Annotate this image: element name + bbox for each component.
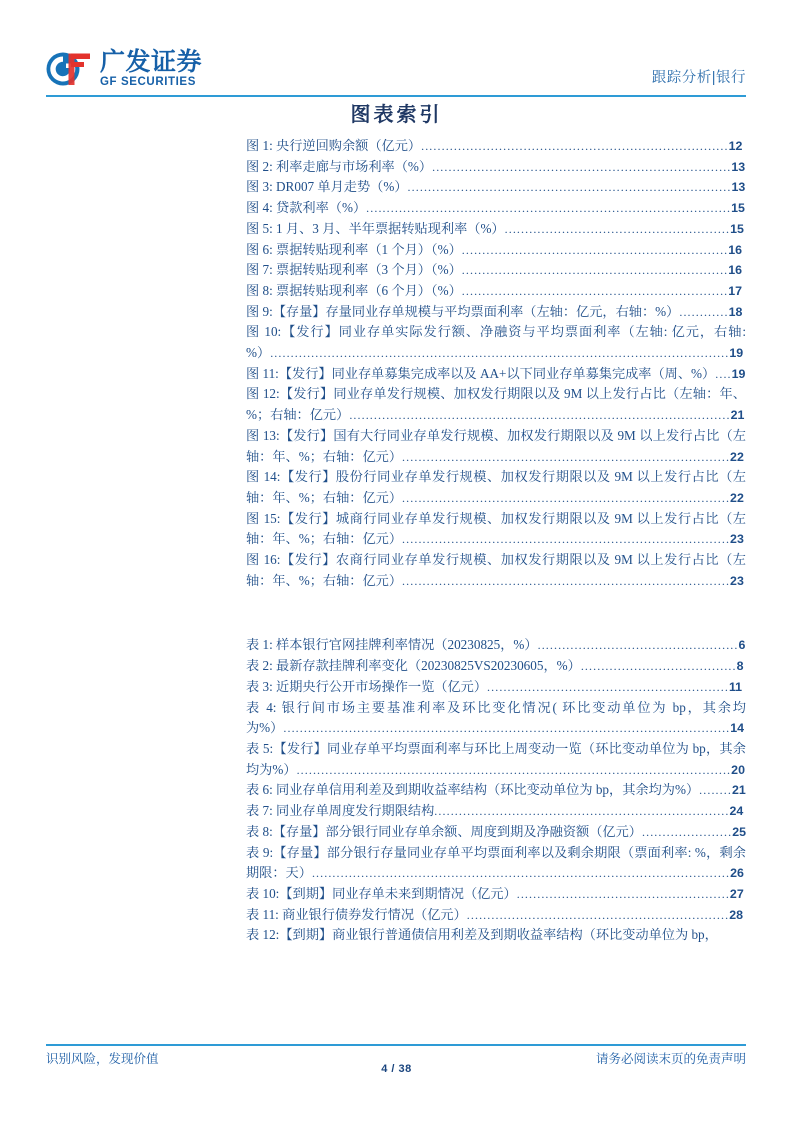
toc-entry[interactable] xyxy=(246,240,746,261)
toc-entry[interactable] xyxy=(246,157,746,178)
toc-entry[interactable] xyxy=(246,843,746,884)
toc-dot-leader: .................................................... xyxy=(516,886,730,901)
toc-dot-leader: .... xyxy=(715,366,732,381)
toc-dot-leader: ................................................................. xyxy=(461,263,729,278)
toc-dot-leader: ......................................................................................... xyxy=(366,201,732,216)
toc-dot-leader: ................................................. xyxy=(537,638,739,653)
toc-entry[interactable] xyxy=(246,509,746,550)
toc-entry[interactable] xyxy=(246,426,746,467)
toc-entry-page: 27 xyxy=(729,886,744,901)
toc-entry[interactable] xyxy=(246,780,746,801)
toc-entry[interactable] xyxy=(246,925,746,946)
toc-entry-page: 18 xyxy=(728,304,743,319)
toc-entry[interactable] xyxy=(246,177,746,198)
toc-entry-page: 24 xyxy=(729,804,744,819)
toc-dot-leader: ............ xyxy=(679,304,729,319)
toc-entry-label: 图 6: 票据转贴现利率（1 个月）（%） xyxy=(246,241,462,257)
toc-entry-page: 16 xyxy=(728,263,743,278)
toc-entry[interactable] xyxy=(246,322,746,363)
toc-entry-label: 图 12:【发行】同业存单发行规模、加权发行期限以及 9M 以上发行占比（左轴：年、%；右轴：亿元） xyxy=(246,386,746,423)
toc-dot-leader: ...................................................................................................... xyxy=(311,866,731,881)
toc-dot-leader: ............................................................................... xyxy=(407,180,732,195)
toc-dot-leader: ....................................................... xyxy=(504,221,731,236)
toc-entry-page: 19 xyxy=(729,346,744,361)
toc-entry[interactable] xyxy=(246,550,746,591)
toc-dot-leader: ........................................................................ xyxy=(434,804,730,819)
toc-entry-page: 8 xyxy=(736,659,744,674)
toc-entry-label: 表 5:【发行】同业存单平均票面利率与环比上周变动一览（环比变动单位为 bp，其余均为%） xyxy=(246,740,746,777)
toc-entry-label: 图 4: 贷款利率（%） xyxy=(246,200,367,216)
toc-entry-page: 23 xyxy=(730,532,744,547)
toc-dot-leader: ................................................................................ xyxy=(402,573,731,588)
toc-entry[interactable] xyxy=(246,384,746,425)
toc-entry[interactable] xyxy=(246,219,746,240)
toc-entry-page: 11 xyxy=(728,679,743,694)
toc-entry-page: 15 xyxy=(731,201,745,216)
footer-disclaimer: 请务必阅读末页的免责声明 xyxy=(595,1052,746,1066)
toc-entry-label: 图 16:【发行】农商行同业存单发行规模、加权发行期限以及 9M 以上发行占比（左轴：年、%；右轴：亿元） xyxy=(246,552,746,588)
toc-entry-label: 表 3: 近期央行公开市场操作一览（亿元） xyxy=(246,678,488,694)
toc-entry-label: 表 11: 商业银行债券发行情况（亿元） xyxy=(246,906,467,922)
toc-entry-page: 15 xyxy=(730,221,744,236)
toc-dot-leader: ............................................................................................. xyxy=(349,408,731,423)
toc-entry[interactable] xyxy=(246,739,746,780)
toc-entry-label: 表 10:【到期】同业存单未来到期情况（亿元） xyxy=(246,885,517,901)
toc-entry-label: 图 14:【发行】股份行同业存单发行规模、加权发行期限以及 9M 以上发行占比（左轴：年、%；右轴：亿元） xyxy=(246,469,746,505)
toc-entry-page: 13 xyxy=(731,159,746,174)
toc-dot-leader: ........................................................................... xyxy=(421,139,729,153)
toc-entry-page: 14 xyxy=(730,721,745,736)
brand-logo xyxy=(46,48,202,90)
toc-dot-leader: ................................................................................ xyxy=(402,532,731,547)
toc-entry[interactable] xyxy=(246,198,746,219)
toc-entry-page: 6 xyxy=(738,638,746,653)
toc-entry-page: 26 xyxy=(730,866,744,881)
page-number: 4 / 38 xyxy=(381,1063,412,1075)
toc-entry-page: 22 xyxy=(730,490,744,505)
toc-entry-label: 表 4: 银行间市场主要基准利率及环比变化情况( 环比变动单位为 bp，其余均为%） xyxy=(246,699,746,736)
footer-divider xyxy=(46,1044,746,1046)
toc-dot-leader: ................................................................................................................ xyxy=(270,346,730,361)
toc-dot-leader: ................................................................................ xyxy=(402,449,731,464)
toc-entry-label: 图 13:【发行】国有大行同业存单发行规模、加权发行期限以及 9M 以上发行占比（左轴：年、%；右轴：亿元） xyxy=(246,427,746,464)
footer-slogan: 识别风险，发现价值 xyxy=(46,1052,159,1066)
toc-entry[interactable] xyxy=(246,635,746,656)
toc-entry-label: 图 7: 票据转贴现利率（3 个月）（%） xyxy=(246,262,462,278)
toc-dot-leader: .......................................................................................................... xyxy=(296,762,732,777)
toc-entry[interactable] xyxy=(246,677,746,698)
toc-entry-label: 图 3: DR007 单月走势（%） xyxy=(246,179,408,195)
gf-securities-logo-icon xyxy=(46,48,96,90)
toc-entry-page: 12 xyxy=(728,139,743,153)
toc-entry[interactable] xyxy=(246,364,746,385)
toc-entry-page: 23 xyxy=(730,573,744,588)
brand-wordmark xyxy=(100,49,202,89)
toc-entry-label: 图 11:【发行】同业存单募集完成率以及 AA+以下同业存单募集完成率（周、%） xyxy=(246,365,716,381)
toc-entry[interactable] xyxy=(246,801,746,822)
toc-entry[interactable] xyxy=(246,905,746,926)
toc-dot-leader: ................................................................. xyxy=(461,283,729,298)
toc-entry-label: 表 9:【存量】部分银行存量同业存单平均票面利率以及剩余期限（票面利率: %，剩余期限：天） xyxy=(246,844,746,881)
toc-dot-leader: ...................... xyxy=(642,824,733,839)
toc-entry-page: 28 xyxy=(729,907,743,922)
toc-entry[interactable] xyxy=(246,884,746,905)
toc-entry-label: 表 2: 最新存款挂牌利率变化（20230825VS20230605，%） xyxy=(246,658,581,674)
toc-entry-label: 表 8:【存量】部分银行同业存单余额、周度到期及净融资额（亿元） xyxy=(246,823,642,839)
toc-entry-page: 13 xyxy=(731,180,746,195)
toc-dot-leader: ................................................................. xyxy=(461,242,729,257)
toc-entry-label: 图 5: 1 月、3 月、半年票据转贴现利率（%） xyxy=(246,220,505,236)
toc-dot-leader: ............................................................................................................. xyxy=(283,721,731,736)
toc-entry-label: 表 1: 样本银行官网挂牌利率情况（20230825，%） xyxy=(246,637,538,653)
header-category: 跟踪分析|银行 xyxy=(651,70,746,86)
toc-entry[interactable] xyxy=(246,260,746,281)
toc-entry-page: 19 xyxy=(731,366,746,381)
page-header xyxy=(0,0,793,98)
toc-dot-leader: ........ xyxy=(699,783,732,798)
toc-entry-page: 25 xyxy=(732,824,746,839)
toc-entry[interactable] xyxy=(246,698,746,739)
toc-entry-page: 16 xyxy=(728,242,743,257)
toc-entry-label: 图 10:【发行】同业存单实际发行额、净融资与平均票面利率（左轴: 亿元，右轴: %） xyxy=(246,324,746,361)
toc-entry-page: 21 xyxy=(730,408,745,423)
toc-entry-label: 表 7: 同业存单周度发行期限结构 xyxy=(246,803,435,819)
toc-tables-group xyxy=(246,635,746,946)
toc-entry-page: 22 xyxy=(730,449,744,464)
toc-entry-label: 图 8: 票据转贴现利率（6 个月）（%） xyxy=(246,282,462,298)
toc-dot-leader: ................................................................ xyxy=(466,907,730,922)
toc-entry-page: 17 xyxy=(728,283,743,298)
toc-entry-label: 图 15:【发行】城商行同业存单发行规模、加权发行期限以及 9M 以上发行占比（左轴：年、%；右轴：亿元） xyxy=(246,510,746,547)
toc-dot-leader: ........................................................... xyxy=(487,679,729,694)
toc-dot-leader: ......................................................................... xyxy=(432,159,732,174)
toc-entry[interactable] xyxy=(246,281,746,302)
toc-entry[interactable] xyxy=(246,302,746,323)
toc-entry-page: 21 xyxy=(731,783,746,798)
toc-entry-label: 图 2: 利率走廊与市场利率（%） xyxy=(246,158,433,174)
toc-entry-label: 图 1: 央行逆回购余额（亿元） xyxy=(246,138,422,153)
toc-dot-leader: ................................................................................ xyxy=(402,490,731,505)
brand-name-cn: 广发证券 xyxy=(100,48,203,76)
toc-entry[interactable] xyxy=(246,656,746,677)
toc-entry-label: 表 6: 同业存单信用利差及到期收益率结构（环比变动单位为 bp，其余均为%） xyxy=(246,782,700,798)
toc-dot-leader: ...................................... xyxy=(580,659,737,674)
toc-entry-page: 20 xyxy=(731,762,745,777)
brand-name-en: GF SECURITIES xyxy=(100,76,196,88)
toc-entry[interactable] xyxy=(246,467,746,508)
header-divider xyxy=(46,95,746,97)
toc-entry[interactable] xyxy=(246,136,746,157)
table-of-contents xyxy=(246,136,746,946)
toc-entry-label: 图 9:【存量】存量同业存单规模与平均票面利率（左轴：亿元，右轴：%） xyxy=(246,303,680,319)
toc-entry[interactable] xyxy=(246,822,746,843)
toc-figures-group xyxy=(246,136,746,591)
toc-entry-label: 表 12:【到期】商业银行普通债信用利差及到期收益率结构（环比变动单位为 bp， xyxy=(246,927,718,943)
page-title: 图表索引 xyxy=(350,104,443,126)
